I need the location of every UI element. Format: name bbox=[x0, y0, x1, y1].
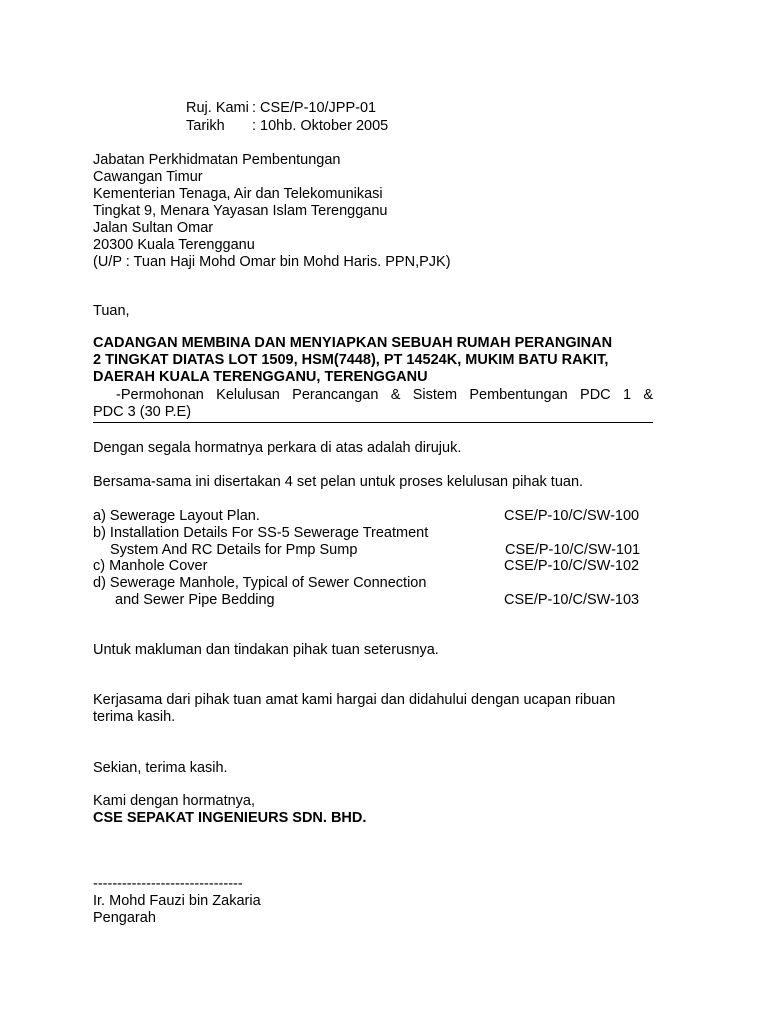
tarikh-label: Tarikh bbox=[186, 118, 225, 134]
paragraph-line: terima kasih. bbox=[93, 709, 176, 725]
enclosure-item-b: b) Installation Details For SS-5 Sewerage Treatment bbox=[93, 525, 429, 541]
address-line: Cawangan Timur bbox=[93, 169, 203, 185]
drawing-code: CSE/P-10/C/SW-103 bbox=[504, 592, 640, 608]
address-line: Tingkat 9, Menara Yayasan Islam Terengganu bbox=[93, 203, 388, 219]
reference-number bbox=[186, 100, 376, 117]
enclosure-item-c: c) Manhole Cover bbox=[93, 558, 208, 574]
paragraph-thanks: Sekian, terima kasih. bbox=[93, 760, 228, 776]
enclosure-item-d-continuation: and Sewer Pipe Bedding bbox=[115, 592, 275, 608]
paragraph-action: Untuk makluman dan tindakan pihak tuan seterusnya. bbox=[93, 642, 439, 658]
paragraph-reference: Dengan segala hormatnya perkara di atas adalah dirujuk. bbox=[93, 440, 462, 456]
ruj-value: : CSE/P-10/JPP-01 bbox=[252, 100, 377, 116]
closing-greeting: Kami dengan hormatnya, bbox=[93, 793, 256, 809]
subject-line: 2 TINGKAT DIATAS LOT 1509, HSM(7448), PT 14524K, MUKIM BATU RAKIT, bbox=[93, 352, 609, 368]
subject-line: CADANGAN MEMBINA DAN MENYIAPKAN SEBUAH RUMAH PERANGINAN bbox=[93, 335, 613, 351]
address-line: Kementerian Tenaga, Air dan Telekomunikasi bbox=[93, 186, 383, 202]
address-line: 20300 Kuala Terengganu bbox=[93, 237, 255, 253]
address-line: Jalan Sultan Omar bbox=[93, 220, 214, 236]
subject-subline: -Permohonan Kelulusan Perancangan & Sistem Pembentungan PDC 1 & bbox=[116, 387, 653, 403]
address-line: (U/P : Tuan Haji Mohd Omar bin Mohd Haris. PPN,PJK) bbox=[93, 254, 451, 270]
paragraph-cooperation bbox=[93, 692, 615, 726]
signature-line: ------------------------------- bbox=[93, 876, 243, 892]
tarikh-value: : 10hb. Oktober 2005 bbox=[252, 118, 389, 134]
ruj-label: Ruj. Kami bbox=[186, 100, 249, 116]
drawing-code: CSE/P-10/C/SW-100 bbox=[504, 508, 640, 524]
enclosure-item-a: a) Sewerage Layout Plan. bbox=[93, 508, 260, 524]
enclosure-item-d: d) Sewerage Manhole, Typical of Sewer Connection bbox=[93, 575, 427, 591]
subject-line: DAERAH KUALA TERENGGANU, TERENGGANU bbox=[93, 369, 428, 385]
signatory-name: Ir. Mohd Fauzi bin Zakaria bbox=[93, 893, 261, 909]
salutation: Tuan, bbox=[93, 303, 130, 319]
company-name: CSE SEPAKAT INGENIEURS SDN. BHD. bbox=[93, 810, 367, 826]
reference-date bbox=[186, 118, 388, 135]
address-line: Jabatan Perkhidmatan Pembentungan bbox=[93, 152, 341, 168]
subject-heading bbox=[93, 335, 612, 386]
subject-subline-2: PDC 3 (30 P.E) bbox=[93, 404, 192, 420]
paragraph-enclosure: Bersama-sama ini disertakan 4 set pelan untuk proses kelulusan pihak tuan. bbox=[93, 474, 584, 490]
enclosure-item-b-continuation: System And RC Details for Pmp Sump bbox=[110, 542, 358, 558]
signatory-title: Pengarah bbox=[93, 910, 156, 926]
subject-underline bbox=[93, 422, 653, 423]
drawing-code: CSE/P-10/C/SW-102 bbox=[504, 558, 640, 574]
paragraph-line: Kerjasama dari pihak tuan amat kami hargai dan didahului dengan ucapan ribuan bbox=[93, 692, 616, 708]
recipient-address bbox=[93, 152, 451, 271]
drawing-code: CSE/P-10/C/SW-101 bbox=[505, 542, 641, 558]
